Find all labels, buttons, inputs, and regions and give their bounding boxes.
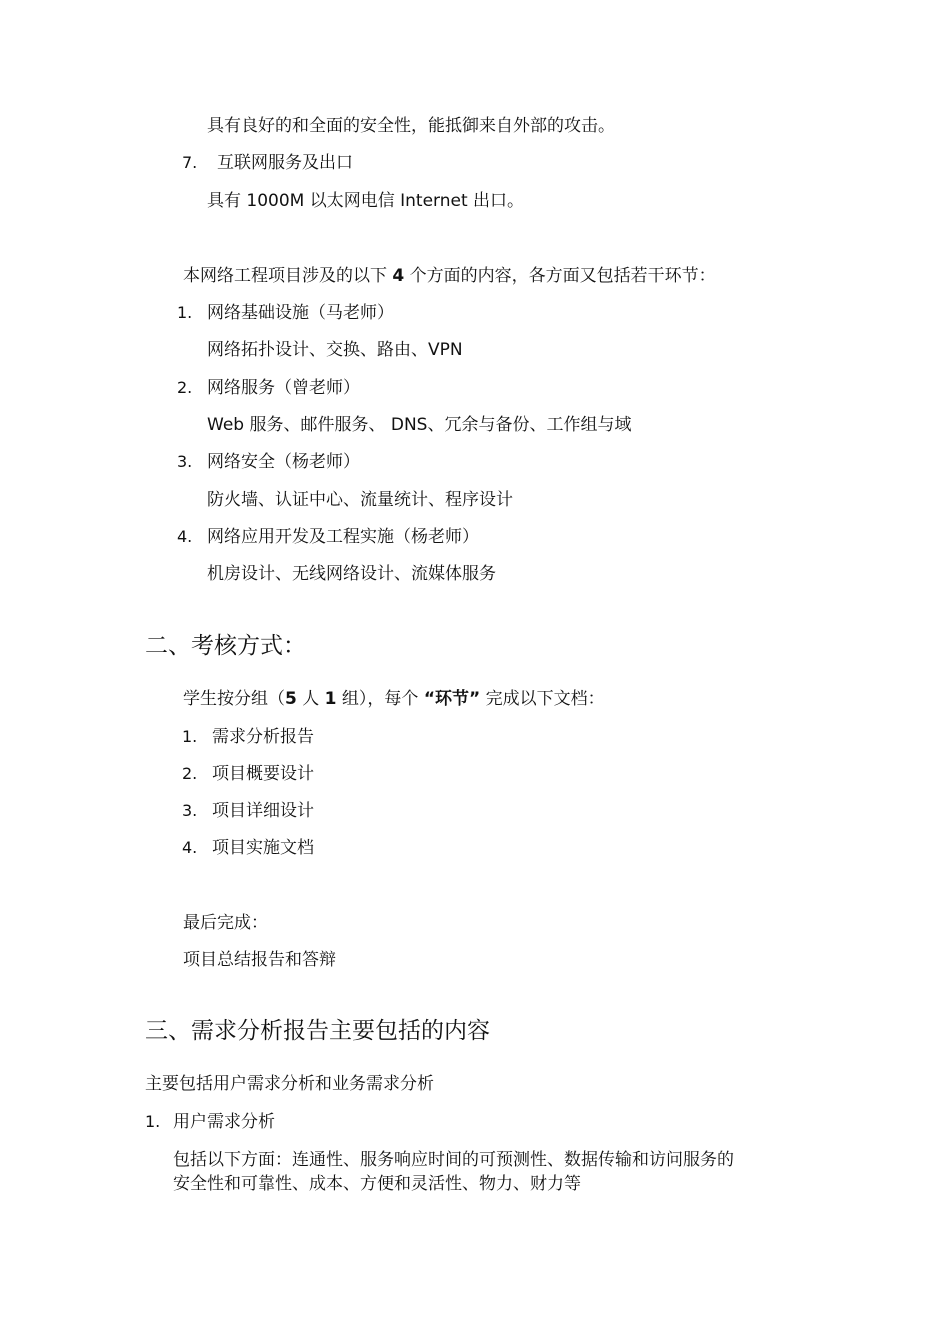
doc-1-label: 需求分析报告 (212, 727, 314, 747)
user-needs-title: 用户需求分析 (173, 1112, 275, 1132)
aspect-2-description: Web 服务、邮件服务、 DNS、冗余与备份、工作组与域 (207, 415, 632, 435)
user-needs-number: 1. (145, 1112, 161, 1131)
doc-3-label: 项目详细设计 (212, 801, 314, 821)
item-7-title: 互联网服务及出口 (217, 153, 353, 173)
aspects-intro: 本网络工程项目涉及的以下 4 个方面的内容，各方面又包括若干环节： (183, 266, 716, 286)
final-item: 项目总结报告和答辩 (183, 950, 336, 970)
final-label: 最后完成： (183, 913, 268, 933)
aspect-1-number: 1. (177, 303, 193, 322)
doc-1-number: 1. (182, 727, 198, 746)
aspect-4-number: 4. (177, 527, 193, 546)
aspect-3-number: 3. (177, 452, 193, 471)
section-2-intro: 学生按分组（5 人 1 组），每个 “环节” 完成以下文档： (183, 689, 605, 709)
doc-4-number: 4. (182, 838, 198, 857)
aspect-2-number: 2. (177, 378, 193, 397)
section-2-heading: 二、考核方式： (145, 633, 306, 659)
section-3-heading: 三、需求分析报告主要包括的内容 (145, 1018, 490, 1044)
aspect-1-title: 网络基础设施（马老师） (207, 303, 394, 323)
section-3-intro: 主要包括用户需求分析和业务需求分析 (145, 1074, 434, 1094)
user-needs-description-line-2: 安全性和可靠性、成本、方便和灵活性、物力、财力等 (173, 1174, 581, 1194)
doc-4-label: 项目实施文档 (212, 838, 314, 858)
doc-2-number: 2. (182, 764, 198, 783)
item-7-number: 7. (182, 153, 198, 172)
aspect-3-title: 网络安全（杨老师） (207, 452, 360, 472)
user-needs-description-line-1: 包括以下方面：连通性、服务响应时间的可预测性、数据传输和访问服务的 (173, 1150, 734, 1170)
aspect-3-description: 防火墙、认证中心、流量统计、程序设计 (207, 490, 513, 510)
security-description: 具有良好的和全面的安全性，能抵御来自外部的攻击。 (207, 116, 615, 136)
doc-3-number: 3. (182, 801, 198, 820)
item-7-description: 具有 1000M 以太网电信 Internet 出口。 (207, 191, 525, 211)
aspect-2-title: 网络服务（曾老师） (207, 378, 360, 398)
doc-2-label: 项目概要设计 (212, 764, 314, 784)
aspect-4-description: 机房设计、无线网络设计、流媒体服务 (207, 564, 496, 584)
aspect-1-description: 网络拓扑设计、交换、路由、VPN (207, 340, 463, 360)
aspect-4-title: 网络应用开发及工程实施（杨老师） (207, 527, 479, 547)
